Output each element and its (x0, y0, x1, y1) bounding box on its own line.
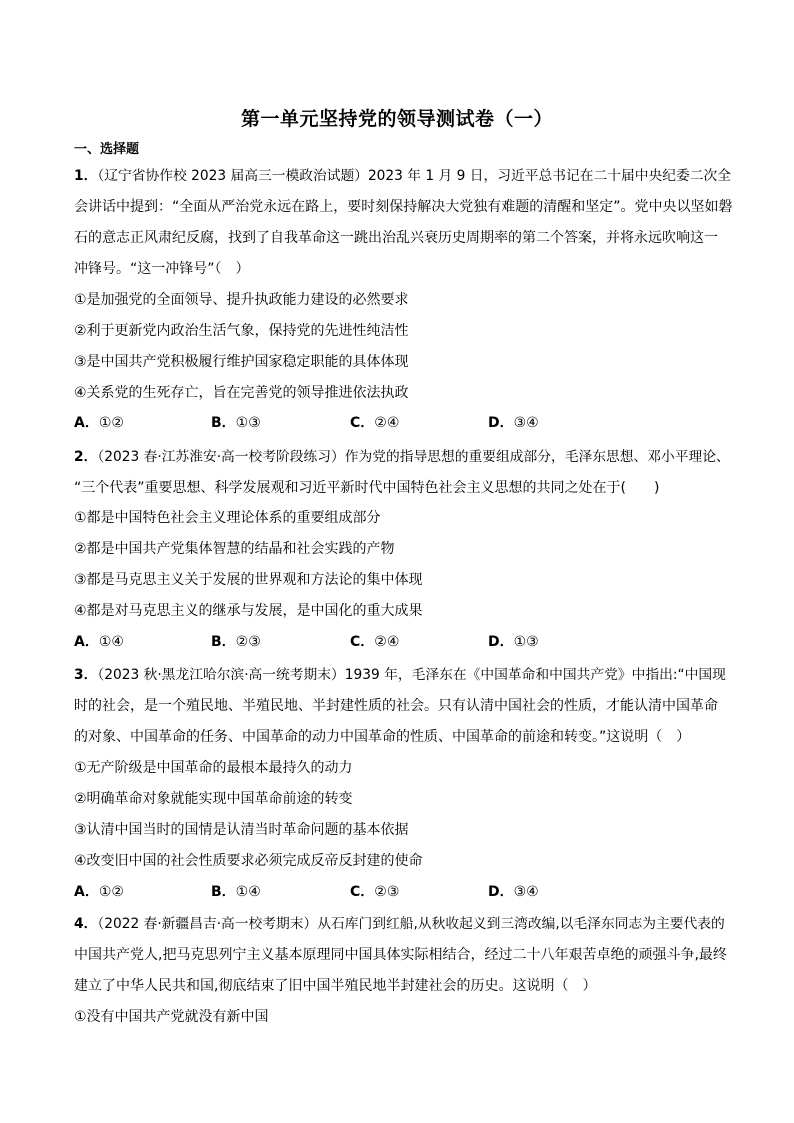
question-1-line-3: 石的意志正风肃纪反腐，找到了自我革命这一跳出治乱兴衰历史周期率的第二个答案，并将永远吹响这一 (74, 230, 718, 246)
question-1-statement-1: ①是加强党的全面领导、提升执政能力建设的必然要求 (74, 292, 409, 308)
question-3-statement-1: ①无产阶级是中国革命的最根本最持久的动力 (74, 760, 353, 776)
question-3-line-1: 3．（2023 秋·黑龙江哈尔滨·高一统考期末）1939 年，毛泽东在《中国革命和中国共产党》中指出:“中国现 (74, 667, 726, 683)
question-2-statement-3: ③都是马克思主义关于发展的世界观和方法论的集中体现 (74, 572, 423, 588)
question-1-statement-2: ②利于更新党内政治生活气象，保持党的先进性纯洁性 (74, 323, 409, 339)
question-2-options (74, 632, 734, 652)
question-1-number: 1． (74, 168, 98, 184)
question-1-line-2: 会讲话中提到：“全面从严治党永远在路上，要时刻保持解决大党独有难题的清醒和坚定”。党中央以坚如磐 (74, 199, 733, 215)
question-2-line-1: 2．（2023 春·江苏淮安·高一校考阶段练习）作为党的指导思想的重要组成部分，毛泽东思想、邓小平理论、 (74, 449, 730, 465)
question-1-line-1: 1．（辽宁省协作校 2023 届高三一模政治试题）2023 年 1 月 9 日，习近平总书记在二十届中央纪委二次全 (74, 168, 732, 184)
question-3-options (74, 882, 734, 902)
question-4-line-1: 4．（2022 春·新疆昌吉·高一校考期末）从石库门到红船,从秋收起义到三湾改编,以毛泽东同志为主要代表的 (74, 916, 725, 932)
document-title: 第一单元坚持党的领导测试卷（一） (240, 108, 553, 130)
question-2-statement-2: ②都是中国共产党集体智慧的结晶和社会实践的产物 (74, 541, 395, 557)
question-2-statement-1: ①都是中国特色社会主义理论体系的重要组成部分 (74, 510, 381, 526)
question-3-statement-4: ④改变旧中国的社会性质要求必须完成反帝反封建的使命 (74, 853, 423, 869)
question-3-line-3: 的对象、中国革命的任务、中国革命的动力中国革命的性质、中国革命的前途和转变。”这说明（ ） (74, 729, 691, 745)
question-3-option-c: C．②③ (350, 884, 400, 900)
question-3-option-b: B．①④ (211, 884, 261, 900)
question-1-option-c: C．②④ (350, 415, 400, 431)
question-1-statement-3: ③是中国共产党积极履行维护国家稳定职能的具体体现 (74, 354, 409, 370)
question-1-options (74, 413, 734, 433)
question-1-option-b: B．①③ (211, 415, 261, 431)
question-2-line-2: “三个代表”重要思想、科学发展观和习近平新时代中国特色社会主义思想的共同之处在于( ) (74, 480, 660, 496)
question-3-statement-3: ③认清中国当时的国情是认清当时革命问题的基本依据 (74, 822, 409, 838)
question-2-number: 2． (74, 449, 98, 465)
question-4-statement-1: ①没有中国共产党就没有新中国 (74, 1009, 269, 1025)
question-3-option-d: D．③④ (488, 884, 539, 900)
question-2-option-a: A．①④ (74, 634, 124, 650)
question-1-statement-4: ④关系党的生死存亡，旨在完善党的领导推进依法执政 (74, 385, 409, 401)
question-2-statement-4: ④都是对马克思主义的继承与发展，是中国化的重大成果 (74, 603, 423, 619)
question-3-option-a: A．①② (74, 884, 124, 900)
question-2-option-d: D．①③ (488, 634, 539, 650)
question-3-line-2: 时的社会，是一个殖民地、半殖民地、半封建性质的社会。只有认清中国社会的性质，才能认清中国革命 (74, 698, 718, 714)
question-4-line-3: 建立了中华人民共和国,彻底结束了旧中国半殖民地半封建社会的历史。这说明（ ） (74, 978, 597, 994)
question-2-option-c: C．②④ (350, 634, 400, 650)
question-4-number: 4． (74, 916, 98, 932)
question-1-line-4: 冲锋号。“这一冲锋号”（ ） (74, 261, 250, 277)
question-1-option-a: A．①② (74, 415, 124, 431)
section-heading: 一、选择题 (74, 142, 140, 157)
question-4-line-2: 中国共产党人,把马克思列宁主义基本原理同中国具体实际相结合，经过二十八年艰苦卓绝的顽强斗争,最终 (74, 947, 727, 963)
question-1-option-d: D．③④ (488, 415, 539, 431)
question-2-option-b: B．②③ (211, 634, 261, 650)
question-3-number: 3． (74, 667, 98, 683)
question-3-statement-2: ②明确革命对象就能实现中国革命前途的转变 (74, 791, 353, 807)
